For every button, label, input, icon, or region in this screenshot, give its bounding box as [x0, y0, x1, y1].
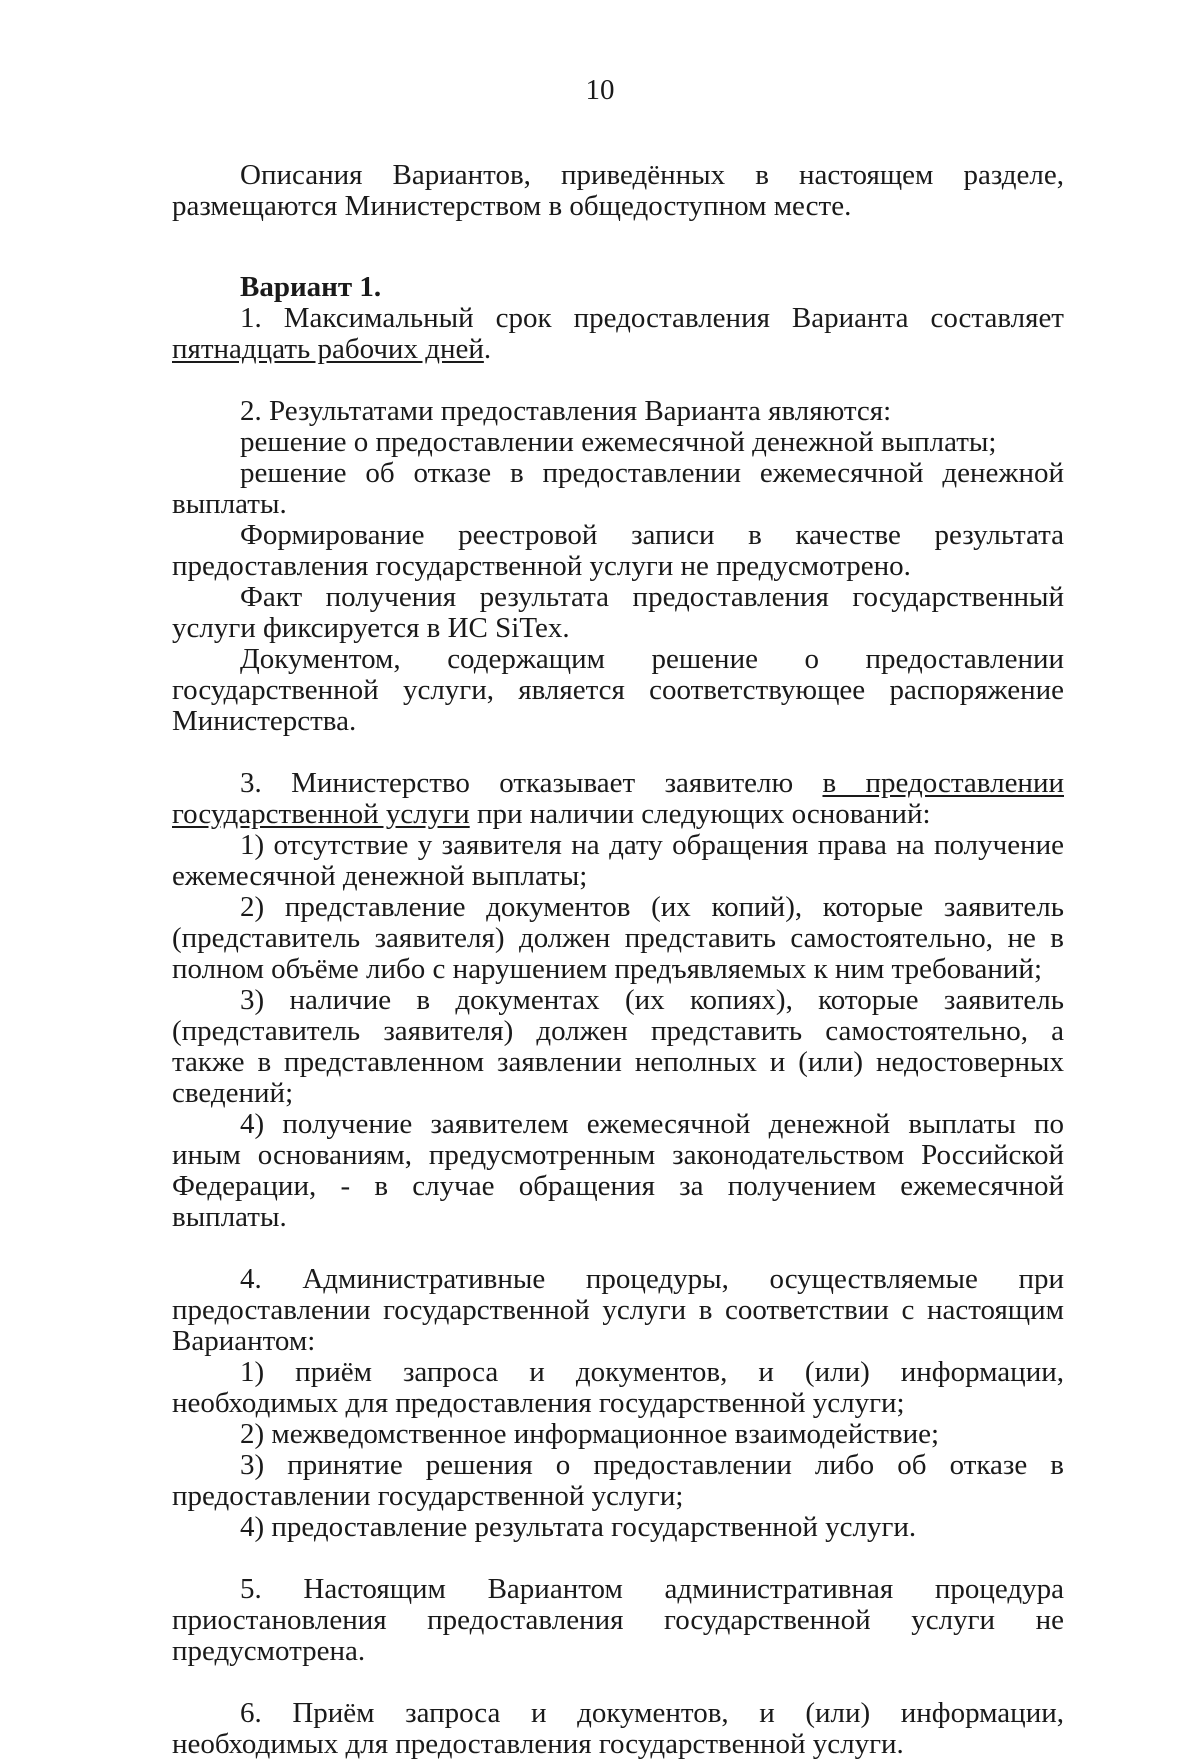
ground-4: 4) получение заявителем ежемесячной денежной выплаты по иным основаниям, предусмотренным законодательством Российской Федерации, - в случае обращения за получением ежемесячной выплаты. — [172, 1108, 1064, 1233]
result-1: решение о предоставлении ежемесячной денежной выплаты; — [240, 426, 997, 458]
document-note: Документом, содержащим решение о предоставлении государственной услуги, является соответствующее распоряжение Министерства. — [172, 643, 1064, 737]
procedure-2: 2) межведомственное информационное взаимодействие; — [240, 1418, 940, 1450]
item-2-title: 2. Результатами предоставления Варианта являются: — [240, 395, 892, 427]
page-number: 10 — [585, 74, 615, 106]
document-body — [172, 160, 1064, 1760]
procedure-3: 3) принятие решения о предоставлении либо об отказе в предоставлении государственной услуги; — [172, 1449, 1064, 1512]
intro-paragraph: Описания Вариантов, приведённых в настоящем разделе, размещаются Министерством в общедоступном месте. — [172, 159, 1064, 222]
ground-2: 2) представление документов (их копий), которые заявитель (представитель заявителя) должен представить самостоятельно, не в полном объёме либо с нарушением предъявляемых к ним требований; — [172, 891, 1064, 985]
procedure-4: 4) предоставление результата государственной услуги. — [240, 1511, 917, 1543]
ground-1: 1) отсутствие у заявителя на дату обращения права на получение ежемесячной денежной выплаты; — [172, 829, 1064, 892]
item-3-prefix: 3. Министерство отказывает заявителю — [240, 767, 823, 799]
item-1-term: пятнадцать рабочих дней — [172, 333, 484, 365]
item-1-paragraph — [172, 303, 1064, 365]
item-3-suffix: при наличии следующих оснований: — [469, 798, 931, 830]
fact-note: Факт получения результата предоставления государственный услуги фиксируется в ИС SiTex. — [172, 581, 1064, 644]
item-1-prefix: 1. Максимальный срок предоставления Варианта составляет — [240, 302, 1064, 334]
item-5-paragraph: 5. Настоящим Вариантом административная процедура приостановления предоставления государственной услуги не предусмотрена. — [172, 1573, 1064, 1667]
item-3-paragraph — [172, 768, 1064, 830]
procedure-1: 1) приём запроса и документов, и (или) информации, необходимых для предоставления государственной услуги; — [172, 1356, 1064, 1419]
item-3-term: в предоставлении государственной услуги — [172, 767, 1064, 830]
item-4-title: 4. Административные процедуры, осуществляемые при предоставлении государственной услуги в соответствии с настоящим Вариантом: — [172, 1263, 1064, 1357]
result-2: решение об отказе в предоставлении ежемесячной денежной выплаты. — [172, 457, 1064, 520]
variant-heading: Вариант 1. — [240, 271, 382, 303]
item-6-paragraph: 6. Приём запроса и документов, и (или) информации, необходимых для предоставления государственной услуги. — [172, 1697, 1064, 1760]
registry-note: Формирование реестровой записи в качестве результата предоставления государственной услуги не предусмотрено. — [172, 519, 1064, 582]
ground-3: 3) наличие в документах (их копиях), которые заявитель (представитель заявителя) должен представить самостоятельно, а также в представленном заявлении неполных и (или) недостоверных сведений; — [172, 984, 1064, 1109]
item-1-suffix: . — [483, 333, 492, 365]
